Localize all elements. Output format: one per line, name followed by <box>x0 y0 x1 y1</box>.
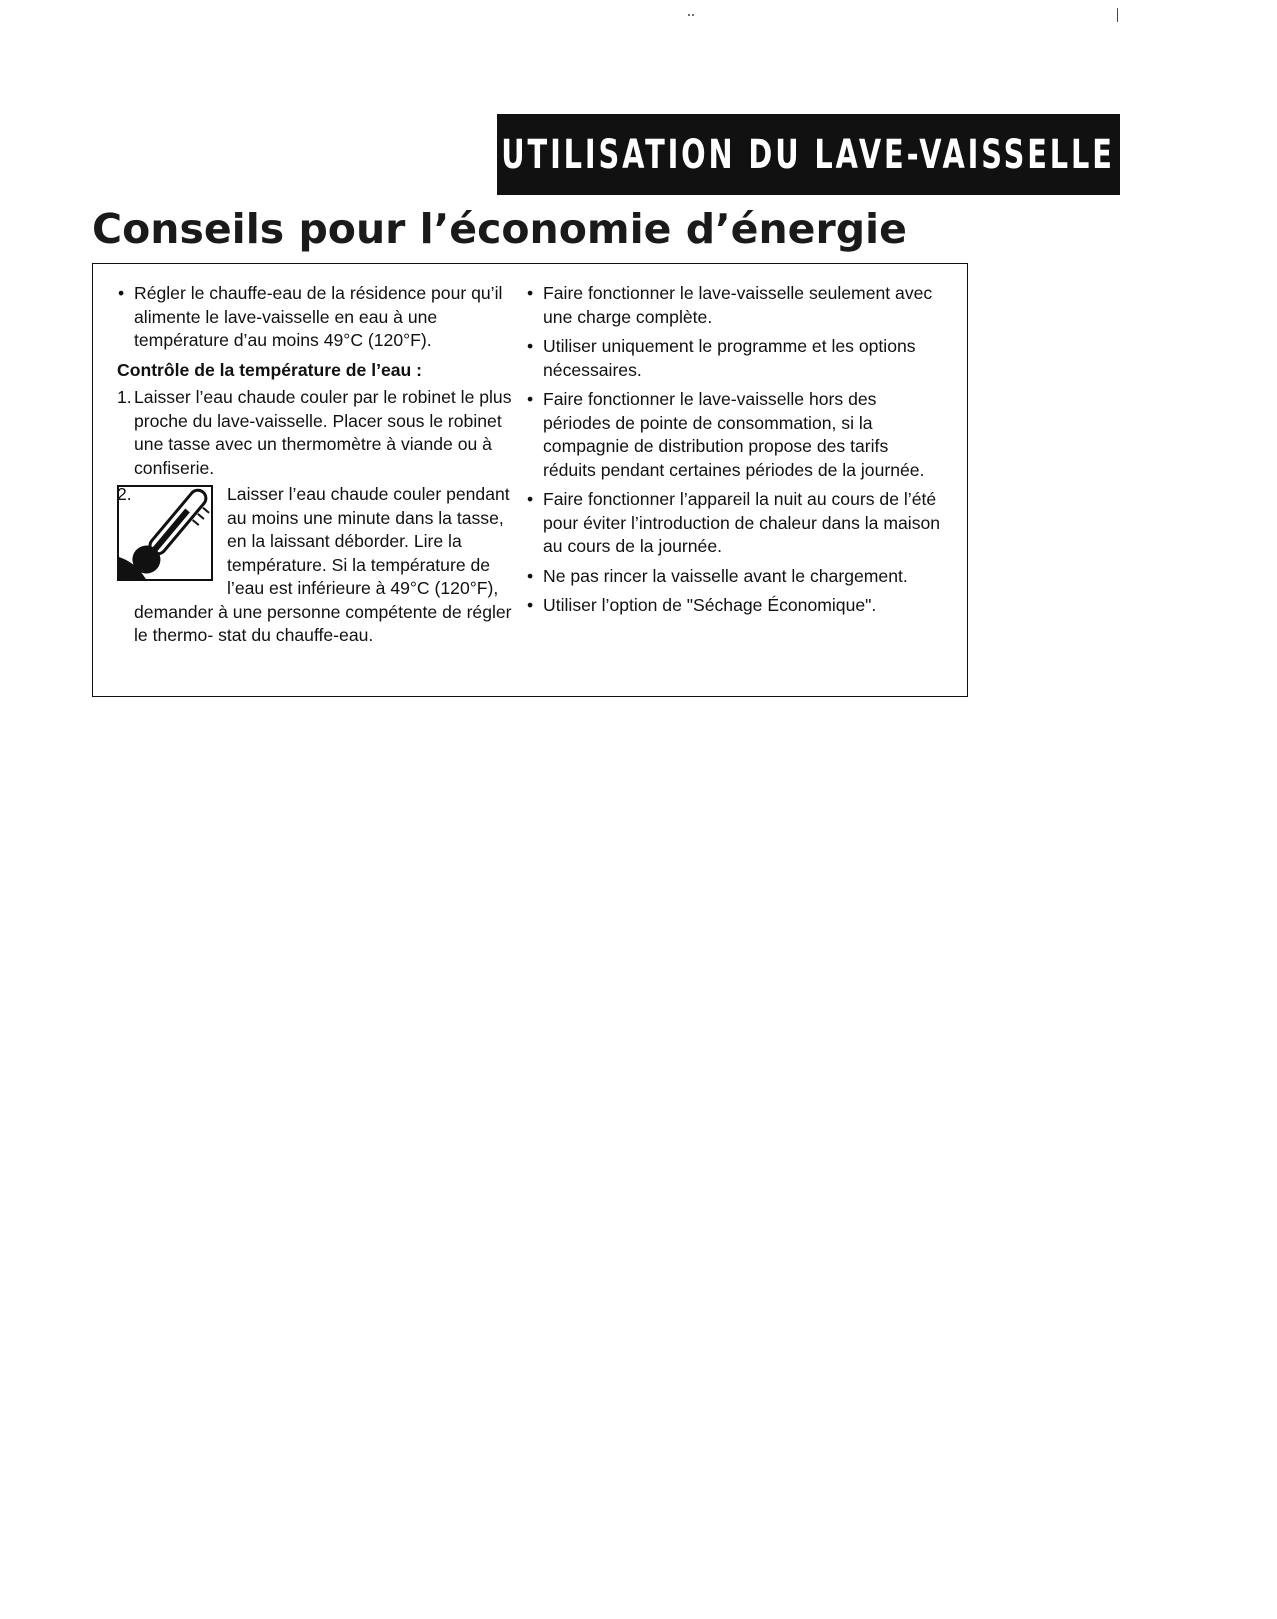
subheading: Contrôle de la température de l’eau : <box>117 359 423 380</box>
step-text: Laisser l’eau chaude couler pendant au moins une minute dans la tasse, en la laissant déborder. Lire la température. Si la température de l’eau est inférieure à 49°C (120°F), demander à une personne compétente de régler le thermo- stat du chauffe-eau. <box>134 484 512 645</box>
thermometer-icon <box>117 485 217 585</box>
list-item <box>526 388 942 482</box>
water-heater-tip: Régler le chauffe-eau de la résidence pour qu’il alimente le lave-vaisselle en eau à une température d’au moins 49°C (120°F). <box>134 283 503 350</box>
tip-text: Faire fonctionner le lave-vaisselle hors des périodes de pointe de consommation, si la compagnie de distribution propose des tarifs réduits pendant certaines périodes de la journée. <box>543 389 925 480</box>
tip-text: Ne pas rincer la vaisselle avant le chargement. <box>543 565 908 586</box>
tip-text: Faire fonctionner le lave-vaisselle seulement avec une charge complète. <box>543 283 933 327</box>
scan-speck <box>692 14 694 16</box>
list-item <box>117 282 515 353</box>
scan-speck <box>688 14 690 16</box>
tip-text: Utiliser l’option de "Séchage Économique". <box>543 595 877 615</box>
step-number: 2. <box>117 484 132 504</box>
bullet-marker: • <box>527 389 534 409</box>
bullet-marker: • <box>118 283 125 303</box>
list-item <box>526 488 942 559</box>
bullet-marker: • <box>527 489 534 509</box>
tip-text: Utiliser uniquement le programme et les options nécessaires. <box>543 336 916 380</box>
list-item <box>526 282 942 329</box>
step-text: Laisser l’eau chaude couler par le robinet le plus proche du lave-vaisselle. Placer sous le robinet une tasse avec un thermomètre à viande ou à confiserie. <box>134 387 512 478</box>
bullet-marker: • <box>527 283 534 303</box>
list-item <box>526 335 942 382</box>
right-column <box>526 282 942 624</box>
step-item <box>117 483 515 648</box>
step-number: 1. <box>117 387 132 407</box>
bullet-marker: • <box>527 565 534 586</box>
tips-box <box>92 263 968 697</box>
banner-title: UTILISATION DU LAVE-VAISSELLE <box>501 131 1116 178</box>
section-banner <box>497 114 1120 195</box>
left-column <box>117 282 515 651</box>
tip-text: Faire fonctionner l’appareil la nuit au cours de l’été pour éviter l’introduction de chaleur dans la maison au cours de la journée. <box>543 489 941 556</box>
list-item <box>526 594 942 618</box>
list-item <box>526 565 942 589</box>
bullet-marker: • <box>527 595 534 615</box>
page-title: Conseils pour l’économie d’énergie <box>92 205 907 253</box>
bullet-marker: • <box>527 336 534 356</box>
step-item <box>117 386 515 480</box>
scan-speck <box>1117 8 1118 22</box>
